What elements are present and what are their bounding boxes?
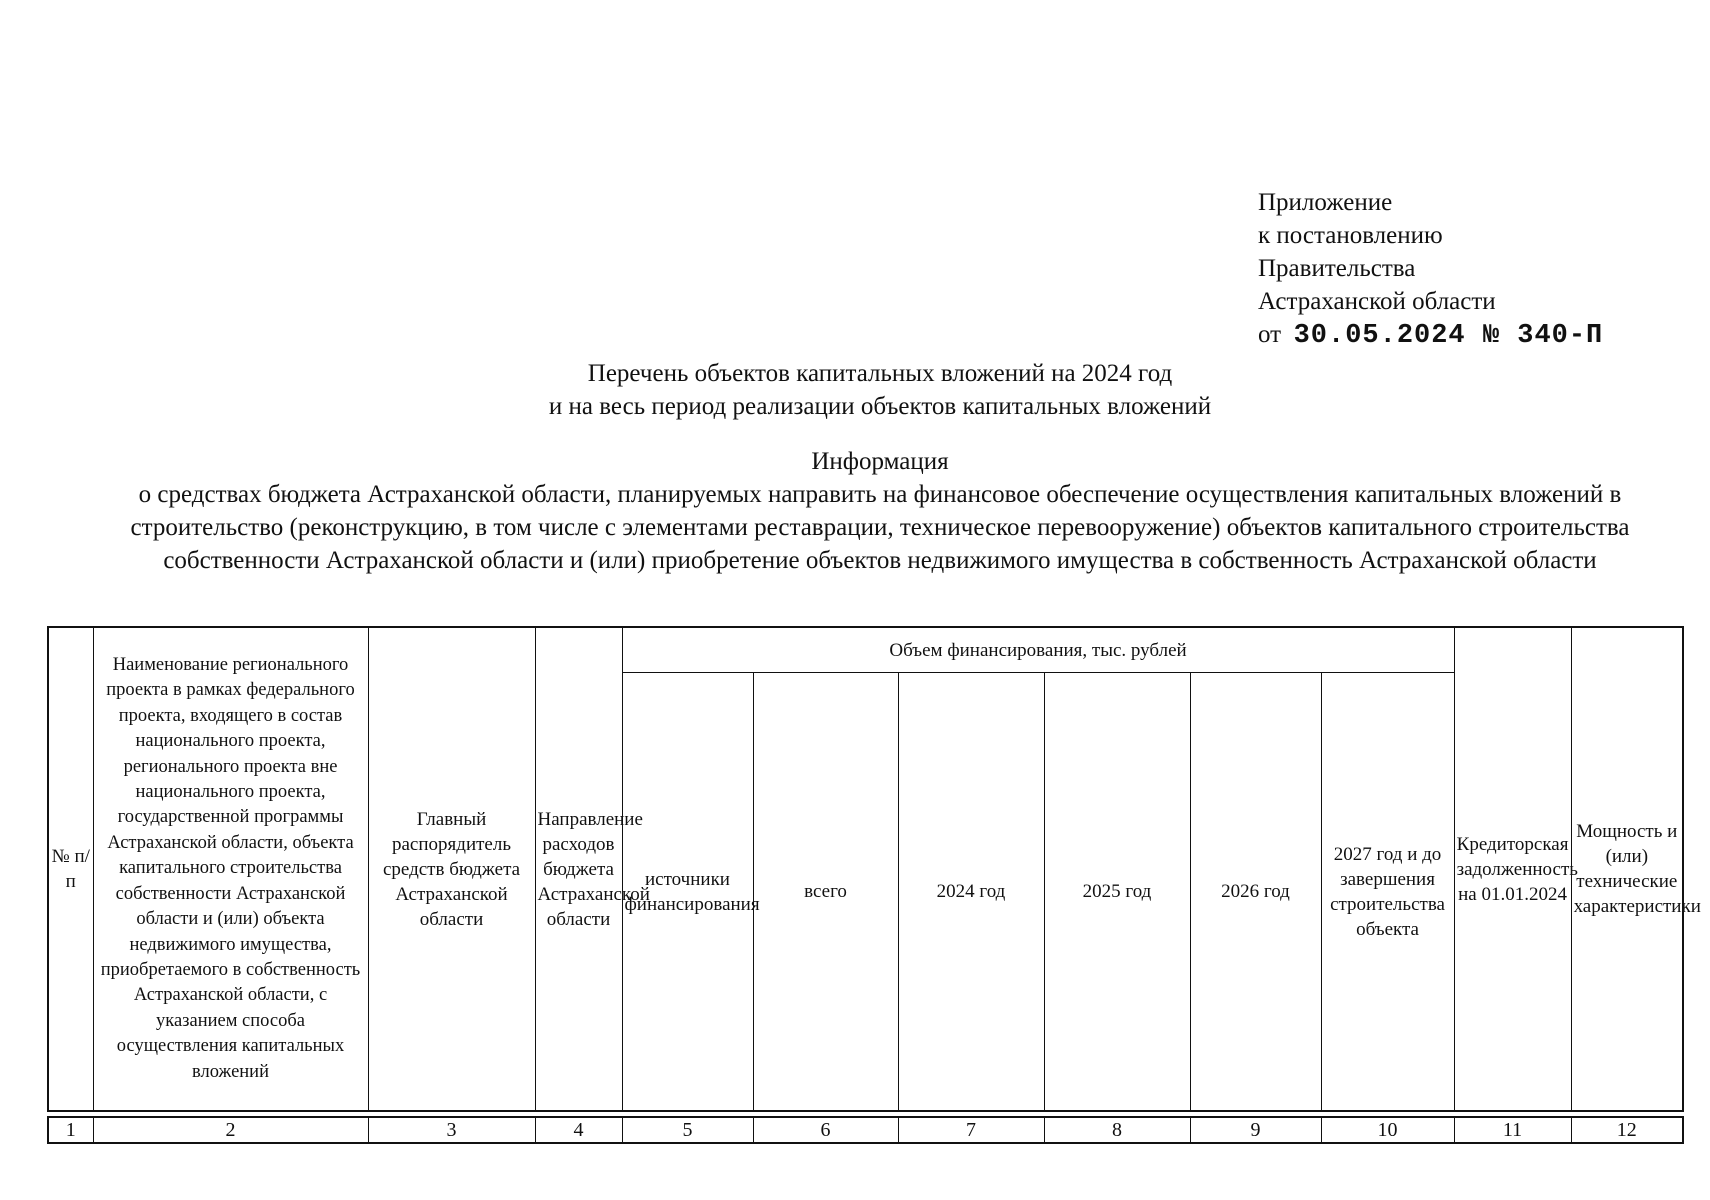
column-number: 9 [1190,1117,1321,1143]
header-cell-2027: 2027 год и до завершения строительства объекта [1321,673,1454,1112]
header-cell-direction: Направление расходов бюджета Астраханской области [535,627,622,1111]
column-number: 12 [1571,1117,1683,1143]
header-cell-sources: источники финансирования [622,673,753,1112]
header-cell-total: всего [753,673,898,1112]
header-cell-funding-group: Объем финансирования, тыс. рублей [622,627,1454,673]
column-number: 1 [48,1117,93,1143]
header-cell-number: № п/п [48,627,93,1111]
column-number: 2 [93,1117,368,1143]
column-number: 3 [368,1117,535,1143]
table-header [47,626,1701,1112]
appendix-line: Астраханской области [1258,288,1496,315]
header-cell-2025: 2025 год [1044,673,1190,1112]
title-line: Перечень объектов капитальных вложений на 2024 год [587,360,1173,387]
header-cell-payables: Кредиторская задолженность на 01.01.2024 [1454,627,1571,1111]
column-number: 4 [535,1117,622,1143]
appendix-line: к постановлению [1258,222,1443,249]
header-cell-name: Наименование регионального проекта в рамках федерального проекта, входящего в состав национального проекта, регионального проекта вне национального проекта, государственной программы Астраханской области, объекта капитального строительства собственности Астраханской области и (или) объекта недвижимого имущества, приобретаемого в собственность Астраханской области, с указанием способа осуществления капитальных вложений [93,627,368,1111]
column-number: 5 [622,1117,753,1143]
header-cell-2024: 2024 год [898,673,1044,1112]
info-heading: Информация [811,448,949,475]
column-number: 7 [898,1117,1044,1143]
column-number: 10 [1321,1117,1454,1143]
appendix-prefix: от [1258,321,1282,348]
column-number-row [47,1116,1684,1144]
registration-stamp: 30.05.2024 № 340-П [1293,321,1604,351]
column-number: 8 [1044,1117,1190,1143]
info-section [60,445,1700,577]
column-number: 11 [1454,1117,1571,1143]
appendix-block [1258,186,1603,353]
appendix-line: Приложение [1258,189,1393,216]
header-cell-capacity: Мощность и (или) технические характеристики [1571,627,1683,1111]
appendix-line: Правительства [1258,255,1416,282]
document-title [60,357,1700,423]
column-number: 6 [753,1117,898,1143]
title-line: и на весь период реализации объектов капитальных вложений [548,393,1212,420]
info-text: о средствах бюджета Астраханской области, планируемых направить на финансовое обеспечение осуществления капитальных вложений в строительство (реконструкцию, в том числе с элементами реставрации, техническое перевооружение) объектов капитального строительства собственности Астраханской области и (или) приобретение объектов недвижимого имущества в собственность Астраханской области [130,481,1630,574]
header-cell-manager: Главный распорядитель средств бюджета Астраханской области [368,627,535,1111]
appendix-date-line [1258,318,1603,353]
header-cell-2026: 2026 год [1190,673,1321,1112]
